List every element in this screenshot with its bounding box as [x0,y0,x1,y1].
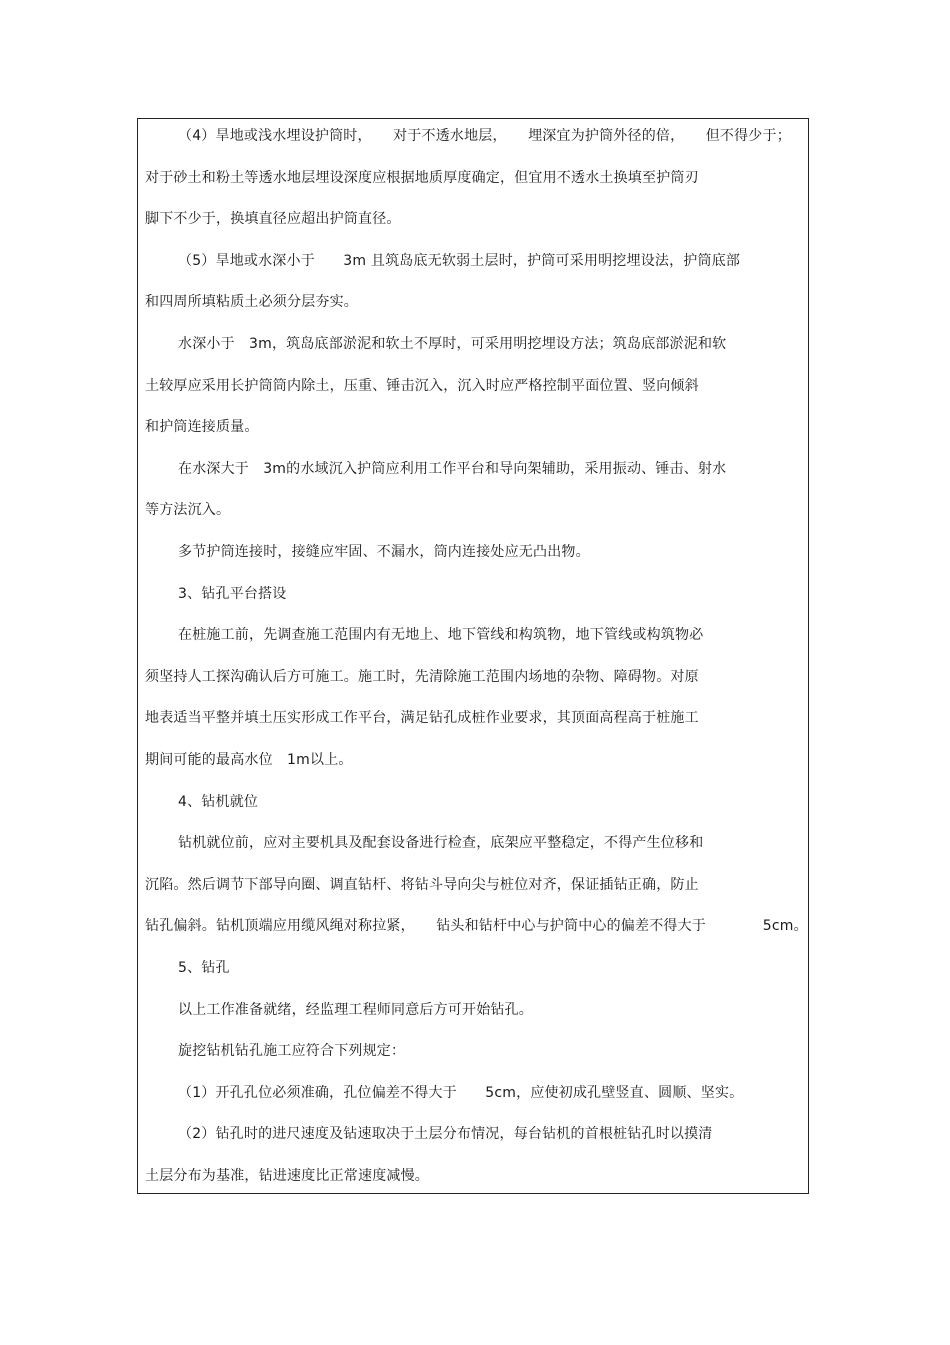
text-line: 旋挖钻机钻孔施工应符合下列规定： [178,1043,406,1060]
text-line: 和护筒连接质量。 [145,419,259,436]
text-line: 脚下不少于，换填直径应超出护筒直径。 [145,211,401,228]
text-line: 地表适当平整并填土压实形成工作平台，满足钻孔成桩作业要求，其顶面高程高于桩施工 [145,710,699,727]
text-line: 水深小于 3m，筑岛底部淤泥和软土不厚时，可采用明挖埋设方法；筑岛底部淤泥和软 [178,336,727,352]
text-line: 土层分布为基准，钻进速度比正常速度减慢。 [145,1168,429,1184]
text-line: 以上工作准备就绪，经监理工程师同意后方可开始钻孔。 [178,1001,533,1018]
text-line: 期间可能的最高水位 1m以上。 [145,752,353,768]
text-line: 和四周所填粘质土必须分层夯实。 [145,294,358,311]
text-line: 钻机就位前，应对主要机具及配套设备进行检查，底架应平整稳定，不得产生位移和 [178,835,704,852]
text-line: 3、钻孔平台搭设 [178,585,287,602]
text-line: 4、钻机就位 [178,793,259,810]
text-line: 须坚持人工探沟确认后方可施工。施工时，先清除施工范围内场地的杂物、障碍物。对原 [145,668,699,685]
text-line: （2）钻孔时的进尺速度及钻速取决于土层分布情况，每台钻机的首根桩钻孔时以摸清 [178,1126,713,1143]
text-line: 沉陷。然后调节下部导向圈、调直钻杆、将钻斗导向尖与桩位对齐，保证插钻正确，防止 [145,876,699,893]
text-line: 在桩施工前，先调查施工范围内有无地上、地下管线和构筑物，地下管线或构筑物必 [178,627,704,644]
content-frame [137,118,809,1194]
text-line: 土较厚应采用长护筒筒内除土，压重、锤击沉入，沉入时应严格控制平面位置、竖向倾斜 [145,377,699,394]
text-line: 对于砂土和粉土等透水地层埋设深度应根据地质厚度确定，但宜用不透水土换填至护筒刃 [145,169,699,186]
text-line: 钻孔偏斜。钻机顶端应用缆风绳对称拉紧， 钻头和钻杆中心与护筒中心的偏差不得大于 5cm。 [145,918,808,935]
text-line: 等方法沉入。 [145,502,231,519]
text-line: （4）旱地或浅水埋设护筒时， 对于不透水地层， 埋深宜为护筒外径的倍， 但不得少于； [178,128,791,144]
text-line: 5、钻孔 [178,960,230,976]
text-line: 在水深大于 3m的水域沉入护筒应利用工作平台和导向架辅助，采用振动、锤击、射水 [178,460,727,477]
text-line: （1）开孔孔位必须准确，孔位偏差不得大于 5cm，应使初成孔壁竖直、圆顺、坚实。 [178,1084,744,1101]
text-line: 多节护筒连接时，接缝应牢固、不漏水，筒内连接处应无凸出物。 [178,544,590,560]
text-line: （5）旱地或水深小于 3m 且筑岛底无软弱土层时，护筒可采用明挖埋设法，护筒底部 [178,252,741,269]
